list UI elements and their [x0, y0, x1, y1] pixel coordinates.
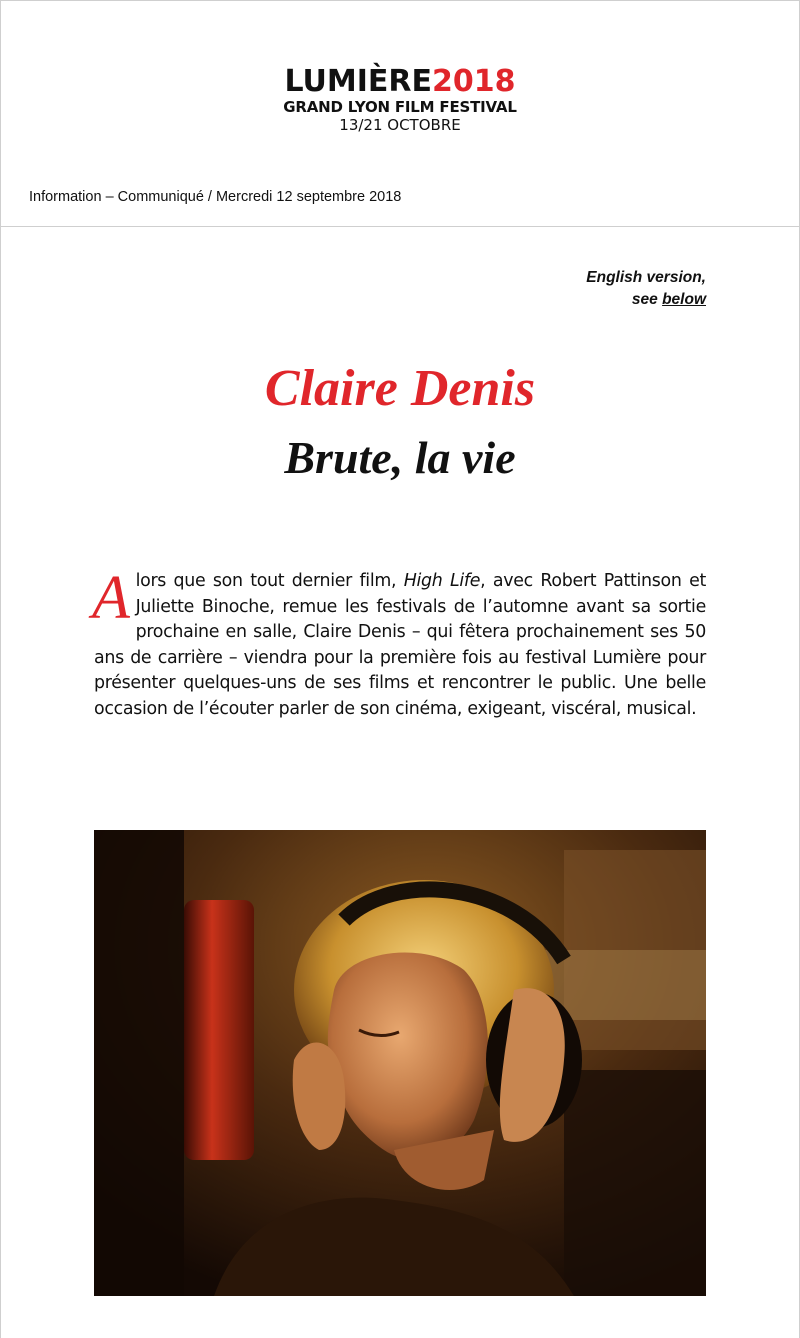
intro-paragraph	[92, 564, 707, 723]
film-title: High Life	[403, 571, 481, 591]
logo-dates: 13/21 OCTOBRE	[339, 116, 461, 134]
english-version-note	[586, 267, 706, 311]
page-subtitle: Brute, la vie	[284, 432, 516, 483]
logo-year: 2018	[432, 64, 516, 99]
english-version-prefix: see	[631, 291, 658, 308]
english-version-link[interactable]: below	[662, 291, 706, 308]
english-version-label: English version,	[586, 269, 706, 286]
photo-illustration	[94, 830, 706, 1296]
logo-name: LUMIÈRE	[284, 64, 432, 99]
logo-subtitle: GRAND LYON FILM FESTIVAL	[283, 98, 517, 116]
festival-logo[interactable]	[0, 66, 800, 134]
portrait-photo	[94, 830, 706, 1296]
info-line: Information – Communiqué / Mercredi 12 septembre 2018	[29, 189, 402, 205]
page-title: Claire Denis	[264, 360, 536, 417]
logo-wordmark	[0, 66, 800, 98]
intro-part2: , avec Robert Pattinson et Juliette Binoche, remue les festivals de l’automne avant sa sortie prochaine en salle, Claire Denis – qui fêtera prochainement ses 50 ans de carrière – viendra pour la première fois au festival Lumière pour présenter quelques-uns de ses films et rencontrer le public. Une belle occasion de l’écouter parler de son cinéma, exigeant, viscéral, musical.	[94, 571, 707, 719]
divider	[0, 226, 800, 227]
intro-part1: lors que son tout dernier film,	[135, 571, 404, 591]
drop-cap: A	[92, 564, 130, 632]
